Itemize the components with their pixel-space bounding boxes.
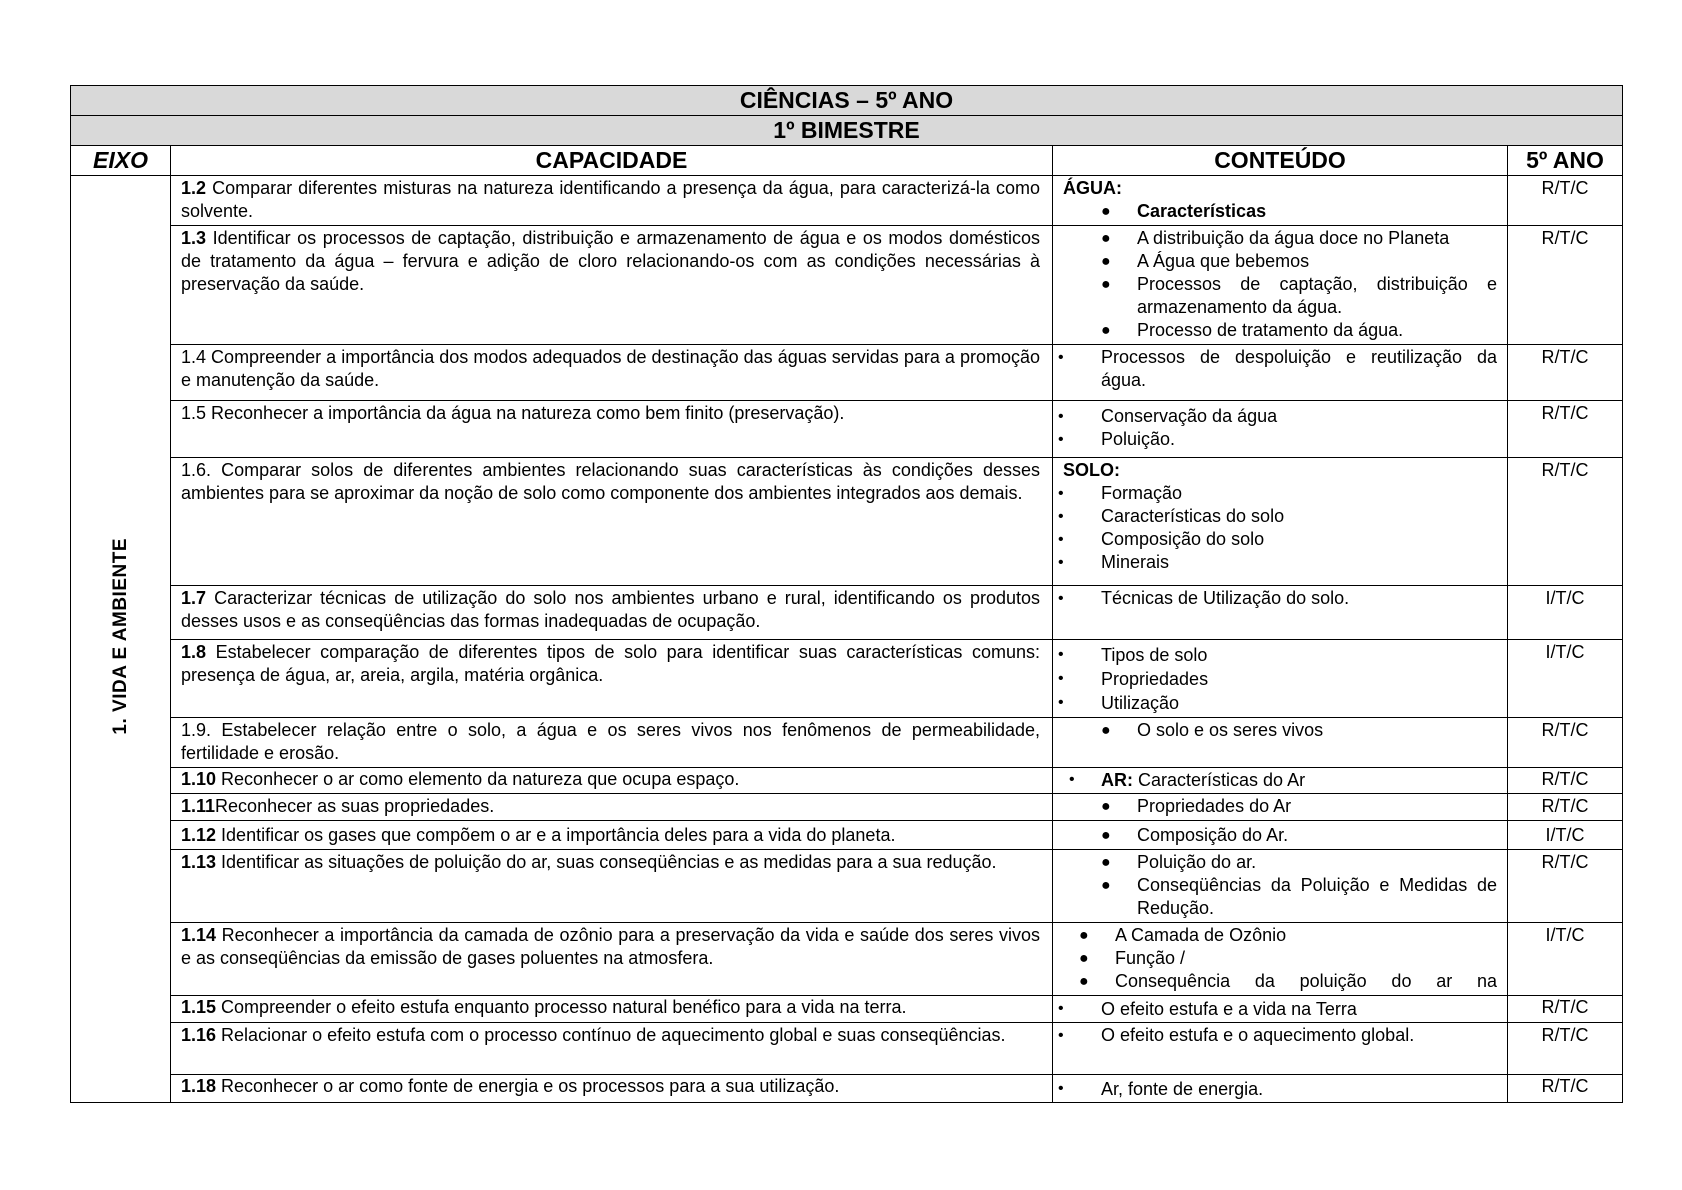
column-header-capacidade: CAPACIDADE [171, 146, 1053, 176]
capacidade-text: Identificar os processos de captação, distribuição e armazenamento de água e os modos domésticos de tratamento da água – fervura e adição de cloro relacionando-os com as condições necessárias à preservação da saúde. [181, 228, 1040, 294]
table-row [71, 226, 1623, 345]
list-item: • Ar, fonte de energia. [1057, 1078, 1497, 1100]
capacidade-code: 1.18 [181, 1076, 217, 1096]
capacidade-code: 1.12 [181, 825, 217, 845]
capacidade-code: 1.2 [181, 178, 207, 198]
table-row [71, 923, 1623, 996]
list-item: • Utilização [1057, 691, 1497, 715]
curriculum-table-wrap [70, 85, 1622, 1103]
table-period: 1º BIMESTRE [71, 116, 1623, 146]
column-header-ano: 5º ANO [1508, 146, 1623, 176]
list-item: ● O solo e os seres vivos [1057, 719, 1497, 742]
ar-text: Características do Ar [1133, 770, 1306, 790]
capacidade-cell [171, 996, 1053, 1023]
list-item: ● A Camada de Ozônio [1057, 924, 1497, 947]
list-item: • Propriedades [1057, 667, 1497, 691]
conteudo-cell [1053, 1023, 1508, 1075]
ano-cell: I/T/C [1508, 586, 1623, 640]
table-row [71, 794, 1623, 821]
eixo-cell [71, 176, 171, 1103]
conteudo-cell [1053, 794, 1508, 821]
list-item: ● Propriedades do Ar [1057, 795, 1497, 818]
capacidade-cell [171, 401, 1053, 458]
list-item: ● Conseqüências da Poluição e Medidas de Redução. [1057, 874, 1497, 920]
capacidade-text: Identificar os gases que compõem o ar e a importância deles para a vida do planeta. [216, 825, 896, 845]
table-row [71, 640, 1623, 718]
table-title: CIÊNCIAS – 5º ANO [71, 86, 1623, 116]
ano-cell: R/T/C [1508, 176, 1623, 226]
capacidade-code: 1.8 [181, 642, 207, 662]
list-item: • Formação [1057, 482, 1497, 505]
list-item: ● Composição do Ar. [1057, 824, 1497, 847]
capacidade-text: Estabelecer comparação de diferentes tipos de solo para identificar suas características comuns: presença de água, ar, areia, argila, matéria orgânica. [181, 642, 1040, 685]
capacidade-text: 1.5 Reconhecer a importância da água na natureza como bem finito (preservação). [181, 403, 845, 423]
capacidade-cell [171, 850, 1053, 923]
conteudo-title: SOLO: [1063, 460, 1120, 480]
capacidade-cell [171, 768, 1053, 794]
capacidade-text: 1.9. Estabelecer relação entre o solo, a água e os seres vivos nos fenômenos de permeabilidade, fertilidade e erosão. [181, 720, 1040, 763]
ano-cell: R/T/C [1508, 768, 1623, 794]
list-item: • Poluição. [1057, 428, 1497, 451]
column-header-conteudo: CONTEÚDO [1053, 146, 1508, 176]
capacidade-code: 1.11 [181, 796, 216, 816]
ar-label: AR: [1101, 770, 1133, 790]
list-item: ● Poluição do ar. [1057, 851, 1497, 874]
list-item: ● Processos de captação, distribuição e armazenamento da água. [1057, 273, 1497, 319]
capacidade-text: Reconhecer as suas propriedades. [215, 796, 495, 816]
list-item: • Tipos de solo [1057, 643, 1497, 667]
list-item: ● A distribuição da água doce no Planeta [1057, 227, 1497, 250]
list-item: • Conservação da água [1057, 405, 1497, 428]
capacidade-cell [171, 586, 1053, 640]
table-row [71, 1075, 1623, 1103]
list-item: • O efeito estufa e o aquecimento global. [1057, 1024, 1497, 1047]
capacidade-cell [171, 345, 1053, 401]
table-row [71, 768, 1623, 794]
table-row [71, 401, 1623, 458]
ano-cell: R/T/C [1508, 401, 1623, 458]
conteudo-cell [1053, 850, 1508, 923]
conteudo-cell [1053, 458, 1508, 586]
capacidade-code: 1.13 [181, 852, 217, 872]
ano-cell: R/T/C [1508, 226, 1623, 345]
list-item: • Características do solo [1057, 505, 1497, 528]
capacidade-code: 1.7 [181, 588, 207, 608]
table-row [71, 586, 1623, 640]
conteudo-cell [1053, 345, 1508, 401]
capacidade-code: 1.14 [181, 925, 217, 945]
capacidade-code: 1.3 [181, 228, 207, 248]
table-row [71, 718, 1623, 768]
list-item: ● Processo de tratamento da água. [1057, 319, 1497, 342]
table-row [71, 1023, 1623, 1075]
capacidade-code: 1.10 [181, 769, 217, 789]
table-row [71, 176, 1623, 226]
capacidade-text: Compreender o efeito estufa enquanto processo natural benéfico para a vida na terra. [216, 997, 907, 1017]
capacidade-cell [171, 226, 1053, 345]
capacidade-code: 1.16 [181, 1025, 217, 1045]
capacidade-text: Comparar diferentes misturas na natureza identificando a presença da água, para caracterizá-la como solvente. [181, 178, 1040, 221]
conteudo-cell [1053, 718, 1508, 768]
ano-cell: R/T/C [1508, 794, 1623, 821]
ano-cell: R/T/C [1508, 996, 1623, 1023]
capacidade-cell [171, 458, 1053, 586]
ano-cell: I/T/C [1508, 923, 1623, 996]
curriculum-table [70, 85, 1623, 1103]
table-row [71, 821, 1623, 850]
conteudo-cell [1053, 226, 1508, 345]
eixo-label: 1. VIDA E AMBIENTE [109, 538, 131, 735]
list-item: ● Características [1057, 200, 1497, 223]
ano-cell: R/T/C [1508, 345, 1623, 401]
capacidade-cell [171, 176, 1053, 226]
capacidade-cell [171, 640, 1053, 718]
conteudo-title: ÁGUA: [1063, 178, 1122, 198]
table-row [71, 996, 1623, 1023]
capacidade-text: Reconhecer o ar como fonte de energia e os processos para a sua utilização. [216, 1076, 840, 1096]
ano-cell: R/T/C [1508, 1023, 1623, 1075]
capacidade-cell [171, 923, 1053, 996]
column-header-eixo: EIXO [71, 146, 171, 176]
list-item: ● Função / [1057, 947, 1497, 970]
capacidade-text: Relacionar o efeito estufa com o processo contínuo de aquecimento global e suas conseqüências. [216, 1025, 1006, 1045]
capacidade-text: Reconhecer o ar como elemento da natureza que ocupa espaço. [216, 769, 740, 789]
list-item: ● A Água que bebemos [1057, 250, 1497, 273]
ano-cell: I/T/C [1508, 640, 1623, 718]
list-item: • Técnicas de Utilização do solo. [1057, 587, 1497, 610]
capacidade-cell [171, 1075, 1053, 1103]
conteudo-cell [1053, 821, 1508, 850]
table-row [71, 345, 1623, 401]
conteudo-cell [1053, 1075, 1508, 1103]
list-item [1057, 769, 1497, 791]
capacidade-cell [171, 718, 1053, 768]
capacidade-text: Reconhecer a importância da camada de ozônio para a preservação da vida e saúde dos seres vivos e as conseqüências da emissão de gases poluentes na atmosfera. [181, 925, 1040, 968]
conteudo-cell [1053, 586, 1508, 640]
table-row [71, 850, 1623, 923]
conteudo-cell [1053, 176, 1508, 226]
ano-cell: I/T/C [1508, 821, 1623, 850]
list-item: • Processos de despoluição e reutilização da água. [1057, 346, 1497, 392]
ano-cell: R/T/C [1508, 718, 1623, 768]
conteudo-cell [1053, 401, 1508, 458]
ano-cell: R/T/C [1508, 1075, 1623, 1103]
conteudo-cell [1053, 768, 1508, 794]
list-item: • Composição do solo [1057, 528, 1497, 551]
ano-cell: R/T/C [1508, 458, 1623, 586]
list-item: ● Consequência da poluição do ar na [1057, 970, 1497, 993]
capacidade-cell [171, 794, 1053, 821]
capacidade-text: 1.6. Comparar solos de diferentes ambientes relacionando suas características às condições desses ambientes para se aproximar da noção de solo como componente dos ambientes integrados aos demais. [181, 460, 1040, 503]
capacidade-text: 1.4 Compreender a importância dos modos adequados de destinação das águas servidas para a promoção e manutenção da saúde. [181, 347, 1040, 390]
conteudo-cell [1053, 640, 1508, 718]
ano-cell: R/T/C [1508, 850, 1623, 923]
table-row [71, 458, 1623, 586]
capacidade-text: Identificar as situações de poluição do ar, suas conseqüências e as medidas para a sua redução. [216, 852, 997, 872]
list-item: • O efeito estufa e a vida na Terra [1057, 998, 1497, 1020]
capacidade-code: 1.15 [181, 997, 217, 1017]
capacidade-text: Caracterizar técnicas de utilização do solo nos ambientes urbano e rural, identificando os produtos desses usos e as conseqüências das formas inadequadas de ocupação. [181, 588, 1040, 631]
conteudo-cell [1053, 996, 1508, 1023]
conteudo-cell [1053, 923, 1508, 996]
capacidade-cell [171, 821, 1053, 850]
capacidade-cell [171, 1023, 1053, 1075]
list-item: • Minerais [1057, 551, 1497, 574]
